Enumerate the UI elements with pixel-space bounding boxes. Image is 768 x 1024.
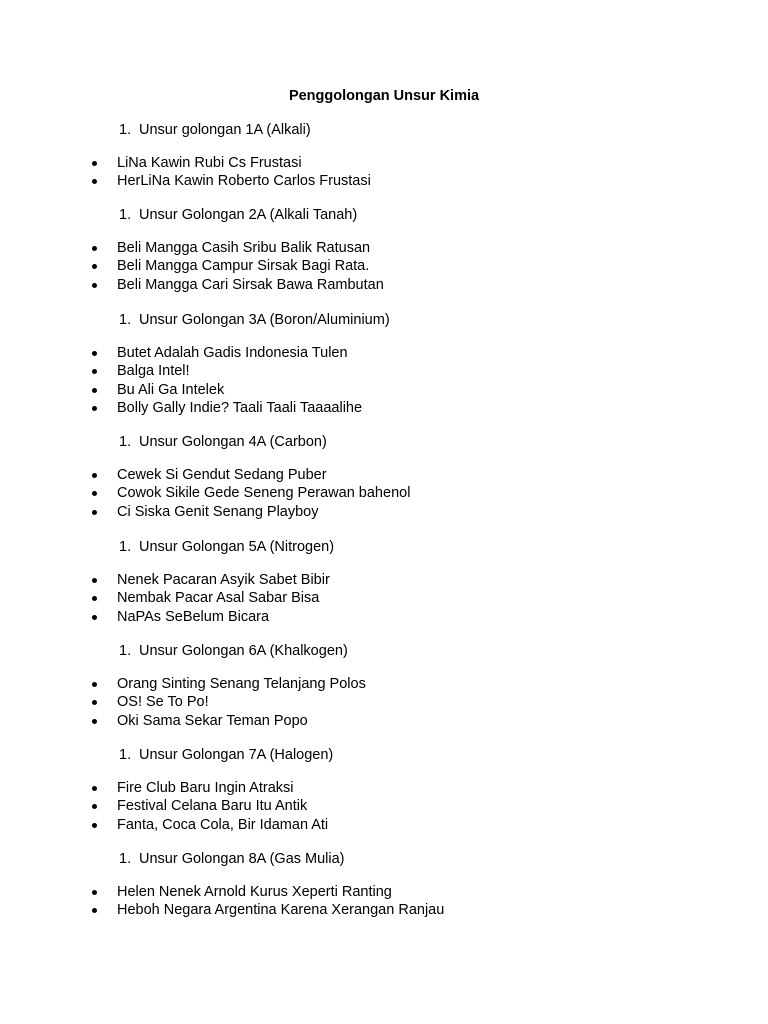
section-heading (119, 205, 357, 225)
list-item-text: Bolly Gally Indie? Taali Taali Taaaalihe (117, 399, 363, 416)
list-item-text: Helen Nenek Arnold Kurus Xeperti Ranting (117, 884, 392, 900)
list-item-text: Butet Adalah Gadis Indonesia Tulen (117, 345, 348, 361)
list-item-text: Cowok Sikile Gede Seneng Perawan bahenol (117, 485, 411, 502)
bullet-icon (92, 719, 97, 724)
section-number: 1. (119, 643, 132, 659)
list-item-text: Nembak Pacar Asal Sabar Bisa (117, 590, 320, 607)
section-heading (119, 849, 345, 869)
list-item-text: Fanta, Coca Cola, Bir Idaman Ati (117, 816, 329, 833)
bullet-icon (92, 264, 97, 269)
list-item-text: NaPAs SeBelum Bicara (117, 608, 270, 625)
section-number: 1. (119, 312, 132, 328)
list-item-text: Cewek Si Gendut Sedang Puber (117, 467, 327, 483)
list-item-text: Beli Mangga Campur Sirsak Bagi Rata. (117, 258, 370, 275)
section-heading (119, 745, 333, 765)
section-number: 1. (119, 851, 132, 867)
bullet-icon (92, 179, 97, 184)
bullet-icon (92, 786, 97, 791)
section-heading-text: Unsur golongan 1A (Alkali) (139, 122, 311, 138)
section-heading-text: Unsur Golongan 4A (Carbon) (139, 434, 327, 450)
list-item-text: OS! Se To Po! (117, 694, 209, 711)
section-heading-text: Unsur Golongan 2A (Alkali Tanah) (139, 207, 358, 223)
bullet-icon (92, 596, 97, 601)
bullet-icon (92, 246, 97, 251)
bullet-icon (92, 682, 97, 687)
section-heading-text: Unsur Golongan 3A (Boron/Aluminium) (139, 312, 390, 328)
list-item-text: Ci Siska Genit Senang Playboy (117, 503, 319, 520)
bullet-icon (92, 473, 97, 478)
section-number: 1. (119, 747, 132, 763)
bullet-icon (92, 890, 97, 895)
section-heading-text: Unsur Golongan 8A (Gas Mulia) (139, 851, 345, 867)
section-heading (119, 120, 311, 140)
bullet-icon (92, 510, 97, 515)
list-item-text: Balga Intel! (117, 363, 190, 380)
section-heading-text: Unsur Golongan 7A (Halogen) (139, 747, 334, 763)
bullet-icon (92, 578, 97, 583)
list-item-text: Beli Mangga Cari Sirsak Bawa Rambutan (117, 276, 384, 293)
list-item-text: Heboh Negara Argentina Karena Xerangan Ranjau (117, 902, 445, 919)
bullet-icon (92, 406, 97, 411)
bullet-icon (92, 369, 97, 374)
list-item-text: Fire Club Baru Ingin Atraksi (117, 780, 294, 796)
bullet-icon (92, 908, 97, 913)
bullet-icon (92, 615, 97, 620)
list-item-text: Nenek Pacaran Asyik Sabet Bibir (117, 572, 330, 588)
bullet-icon (92, 491, 97, 496)
section-number: 1. (119, 207, 132, 223)
section-number: 1. (119, 434, 132, 450)
section-heading (119, 641, 348, 661)
section-heading (119, 432, 327, 452)
list-item-text: Bu Ali Ga Intelek (117, 381, 225, 398)
bullet-icon (92, 804, 97, 809)
bullet-icon (92, 351, 97, 356)
section-heading-text: Unsur Golongan 5A (Nitrogen) (139, 539, 335, 555)
bullet-icon (92, 283, 97, 288)
page-title: Penggolongan Unsur Kimia (288, 88, 480, 104)
list-item-text: Festival Celana Baru Itu Antik (117, 798, 308, 815)
section-number: 1. (119, 539, 132, 555)
list-item-text: HerLiNa Kawin Roberto Carlos Frustasi (117, 173, 371, 190)
bullet-icon (92, 388, 97, 393)
section-heading-text: Unsur Golongan 6A (Khalkogen) (139, 643, 348, 659)
bullet-icon (92, 161, 97, 166)
bullet-icon (92, 823, 97, 828)
list-item-text: Orang Sinting Senang Telanjang Polos (117, 676, 366, 692)
list-item-text: Beli Mangga Casih Sribu Balik Ratusan (117, 240, 371, 256)
list-item-text: LiNa Kawin Rubi Cs Frustasi (117, 155, 302, 171)
section-heading (119, 310, 390, 330)
list-item-text: Oki Sama Sekar Teman Popo (117, 712, 308, 729)
bullet-icon (92, 700, 97, 705)
section-heading (119, 537, 334, 557)
section-number: 1. (119, 122, 132, 138)
